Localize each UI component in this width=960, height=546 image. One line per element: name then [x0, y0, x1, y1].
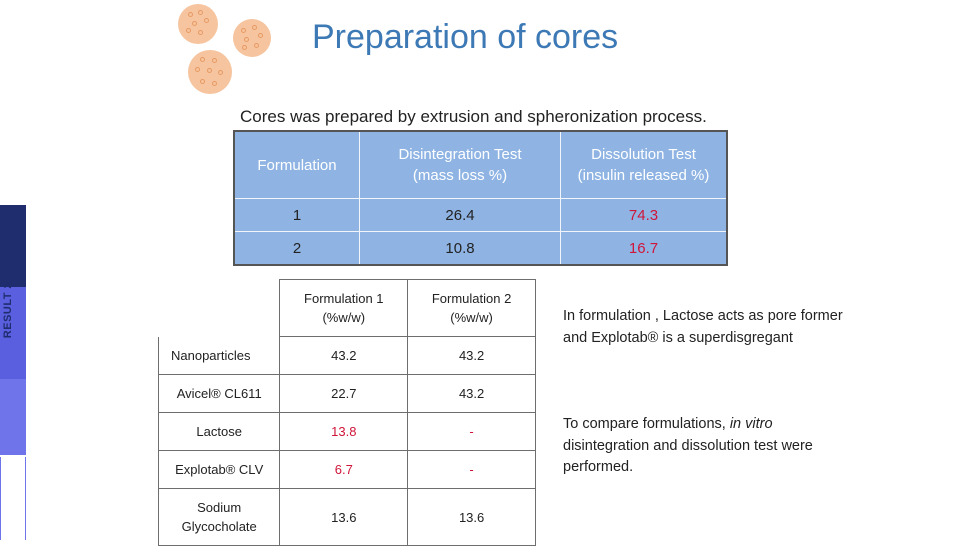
table-cell: 13.8: [280, 413, 408, 451]
table-cell: -: [408, 413, 536, 451]
table-cell: Lactose: [159, 413, 280, 451]
table-row: [159, 337, 536, 375]
table-row: [159, 451, 536, 489]
table-cell-text: Sodium Glycocholate: [181, 500, 257, 534]
sidebar-segment-bottom: [0, 457, 26, 540]
table-row: [159, 375, 536, 413]
table-cell: 43.2: [280, 337, 408, 375]
header-formulation-1: [280, 280, 408, 337]
note-lactose: In formulation , Lactose acts as pore former and Explotab® is a superdisgregant: [563, 308, 843, 346]
composition-table-header: [159, 280, 536, 337]
logo-circle-1: [178, 4, 218, 44]
header-formulation-1-text: Formulation 1 (%w/w): [304, 291, 384, 325]
table-cell: 43.2: [408, 375, 536, 413]
table-cell: 6.7: [280, 451, 408, 489]
results-table: [233, 130, 728, 266]
table-cell: 16.7: [561, 232, 728, 266]
sidebar-label: RESULT 2: [2, 281, 14, 339]
note-compare-emphasis: in vitro: [729, 416, 773, 432]
table-cell: Nanoparticles: [159, 337, 280, 375]
table-cell: Avicel® CL611: [159, 375, 280, 413]
table-cell: 74.3: [561, 199, 728, 232]
sidebar-segment-light: [0, 379, 26, 455]
logo-circle-2: [233, 19, 271, 57]
note-compare: To compare formulations, in vitro disintegration and dissolution test were performed.: [563, 416, 813, 475]
table-row: [234, 199, 727, 232]
composition-table: [158, 279, 536, 546]
header-formulation-2-text: Formulation 2 (%w/w): [431, 291, 512, 325]
table-cell: -: [408, 451, 536, 489]
header-formulation-2: [408, 280, 536, 337]
table-cell: [159, 489, 280, 546]
table-row: [234, 232, 727, 266]
header-disintegration: [360, 131, 561, 199]
header-formulation: Formulation: [234, 131, 360, 199]
table-cell: 43.2: [408, 337, 536, 375]
table-cell: 2: [234, 232, 360, 266]
table-cell: 13.6: [280, 489, 408, 546]
table-cell: 13.6: [408, 489, 536, 546]
header-disintegration-text: Disintegration Test (mass loss %): [398, 146, 522, 184]
header-dissolution: [561, 131, 728, 199]
table-cell: [159, 280, 280, 337]
section-sidebar: [0, 205, 26, 540]
table-row: [159, 489, 536, 546]
page-title: Preparation of cores: [312, 18, 619, 56]
table-cell: 26.4: [360, 199, 561, 232]
table-cell: Explotab® CLV: [159, 451, 280, 489]
page-subtitle: Cores was prepared by extrusion and spheronization process.: [240, 107, 707, 126]
table-cell: 1: [234, 199, 360, 232]
results-table-header: [234, 131, 727, 199]
table-cell: 22.7: [280, 375, 408, 413]
table-cell: 10.8: [360, 232, 561, 266]
logo-circle-3: [188, 50, 232, 94]
table-row: [159, 413, 536, 451]
header-dissolution-text: Dissolution Test (insulin released %): [577, 146, 710, 184]
